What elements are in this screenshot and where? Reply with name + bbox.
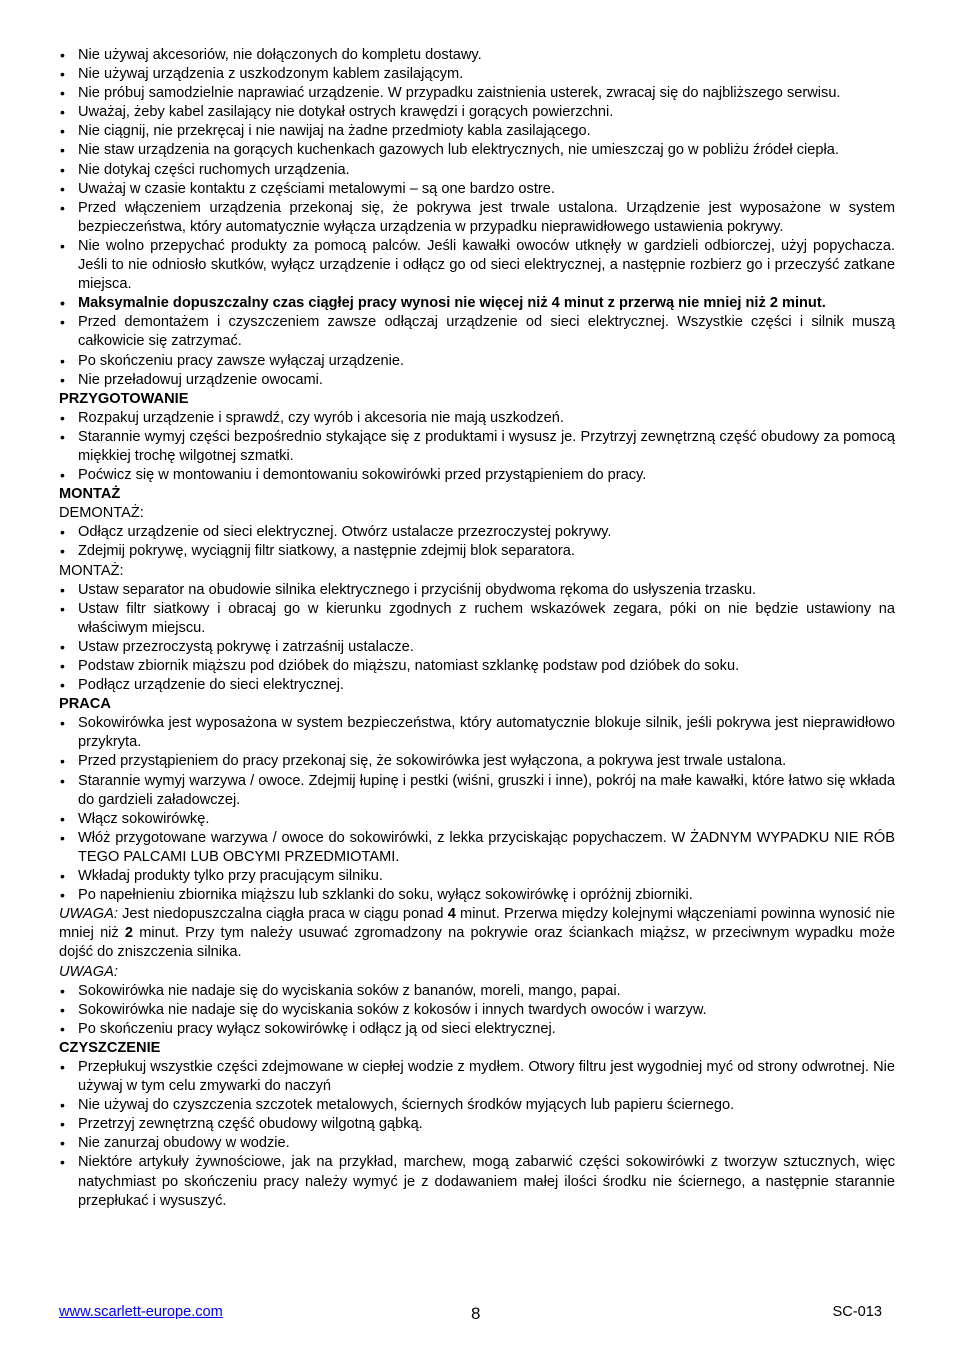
cleaning-list [59, 1058, 895, 1211]
manual-page [59, 46, 895, 1211]
list-item: • Podstaw zbiornik miąższu pod dzióbek do miąższu, natomiast szklankę podstaw pod dzióbek do soku. [59, 657, 895, 676]
list-item: • Włóż przygotowane warzywa / owoce do sokowirówki, z lekka przyciskając popychaczem. W ŻADNYM WYPADKU NIE RÓB TEGO PALCAMI LUB OBCYMI PRZEDMIOTAMI. [59, 829, 895, 867]
list-item: • Wkładaj produkty tylko przy pracującym silniku. [59, 867, 895, 886]
preparation-list [59, 409, 895, 485]
list-item: • Przetrzyj zewnętrzną część obudowy wilgotną gąbką. [59, 1115, 895, 1134]
work-heading: PRACA [59, 696, 111, 713]
page-number: 8 [471, 1304, 481, 1323]
list-item: • Starannie wymyj warzywa / owoce. Zdejmij łupinę i pestki (wiśni, gruszki i inne), pokrój na małe kawałki, które łatwo się wkłada do gardzieli załadowczej. [59, 772, 895, 810]
note-label: UWAGA: [59, 906, 118, 923]
work-list [59, 714, 895, 905]
cleaning-heading: CZYSZCZENIE [59, 1039, 161, 1056]
safety-list [59, 46, 895, 390]
list-item: • Uważaj w czasie kontaktu z częściami metalowymi – są one bardzo ostre. [59, 180, 895, 199]
list-item: • Nie ciągnij, nie przekręcaj i nie nawijaj na żadne przedmioty kabla zasilającego. [59, 122, 895, 141]
list-item: • Przed demontażem i czyszczeniem zawsze odłączaj urządzenie od sieci elektrycznej. Wszystkie części i silnik muszą całkowicie się zatrzymać. [59, 313, 895, 351]
preparation-heading: PRZYGOTOWANIE [59, 390, 189, 407]
list-item: • Przepłukuj wszystkie części zdejmowane w ciepłej wodzie z mydłem. Otwory filtru jest wygodniej myć od strony odwrotnej. Nie używaj w tym celu zmywarki do naczyń [59, 1058, 895, 1096]
list-item-bold-warning: • Maksymalnie dopuszczalny czas ciągłej pracy wynosi nie więcej niż 4 minut z przerwą nie mniej niż 2 minut. [59, 294, 895, 313]
assembly-heading: MONTAŻ [59, 486, 121, 503]
list-item: • Przed przystąpieniem do pracy przekonaj się, że sokowirówka jest wyłączona, a pokrywa jest trwale ustalona. [59, 752, 895, 771]
list-item: • Ustaw przezroczystą pokrywę i zatrzaśnij ustalacze. [59, 638, 895, 657]
list-item: • Ustaw separator na obudowie silnika elektrycznego i przyciśnij obydwoma rękoma do usłyszenia trzasku. [59, 581, 895, 600]
work-note-paragraph [59, 905, 895, 962]
list-item: • Po napełnieniu zbiornika miąższu lub szklanki do soku, wyłącz sokowirówkę i opróżnij zbiorniki. [59, 886, 895, 905]
list-item: • Uważaj, żeby kabel zasilający nie dotykał ostrych krawędzi i gorących powierzchni. [59, 103, 895, 122]
page-footer [59, 1303, 882, 1323]
assembly-subheading: MONTAŻ: [59, 562, 124, 579]
model-number: SC-013 [832, 1304, 882, 1320]
assembly-list [59, 581, 895, 696]
list-item: • Odłącz urządzenie od sieci elektrycznej. Otwórz ustalacze przezroczystej pokrywy. [59, 523, 895, 542]
note-text: Jest niedopuszczalna ciągła praca w ciągu ponad [117, 906, 448, 923]
list-item: • Podłącz urządzenie do sieci elektrycznej. [59, 676, 895, 695]
list-item: • Sokowirówka jest wyposażona w system bezpieczeństwa, który automatycznie blokuje silnik, jeśli pokrywa jest nieprawidłowo przykryta. [59, 714, 895, 752]
list-item: • Poćwicz się w montowaniu i demontowaniu sokowirówki przed przystąpieniem do pracy. [59, 466, 895, 485]
list-item: • Ustaw filtr siatkowy i obracaj go w kierunku zgodnych z ruchem wskazówek zegara, póki on nie będzie ustawiony na właściwym miejscu. [59, 600, 895, 638]
list-item: • Niektóre artykuły żywnościowe, jak na przykład, marchew, mogą zabarwić części sokowirówki z tworzyw sztucznych, więc natychmiast po skończeniu pracy należy wymyć je z dodawaniem małej ilości środku nie ściernego, a następnie starannie przepłukać i wysuszyć. [59, 1153, 895, 1210]
note-text: minut. Przerwa między kolejnymi włączeniami powinna wynosić nie mniej niż [59, 906, 895, 942]
list-item: • Nie staw urządzenia na gorących kuchenkach gazowych lub elektrycznych, nie umieszczaj go w pobliżu źródeł ciepła. [59, 141, 895, 160]
list-item: • Zdejmij pokrywę, wyciągnij filtr siatkowy, a następnie zdejmij blok separatora. [59, 542, 895, 561]
list-item: • Nie używaj urządzenia z uszkodzonym kablem zasilającym. [59, 65, 895, 84]
note-text: minut. Przy tym należy usuwać zgromadzony na pokrywie oraz ściankach miąższ, w przeciwnym wypadku może dojść do zniszczenia silnika. [59, 925, 896, 961]
list-item: • Nie wolno przepychać produkty za pomocą palców. Jeśli kawałki owoców utknęły w gardzieli odbiorczej, użyj popychacza. Jeśli to nie odniosło skutków, wyłącz urządzenie i odłącz go od sieci elektrycznej, a następnie rozbierz go i przeczyść zatkane miejsca. [59, 237, 895, 294]
work-note2-list [59, 982, 895, 1039]
list-item: • Przed włączeniem urządzenia przekonaj się, że pokrywa jest trwale ustalona. Urządzenie jest wyposażone w system bezpieczeństwa, który automatycznie wyłącza urządzenia w przypadku nieprawidłowego ustawienia pokrywy. [59, 199, 895, 237]
note-number: 4 [447, 906, 456, 923]
list-item: • Nie używaj akcesoriów, nie dołączonych do kompletu dostawy. [59, 46, 895, 65]
list-item: • Po skończeniu pracy wyłącz sokowirówkę i odłącz ją od sieci elektrycznej. [59, 1020, 895, 1039]
disassembly-list [59, 523, 895, 561]
list-item: • Po skończeniu pracy zawsze wyłączaj urządzenie. [59, 352, 895, 371]
note-number: 2 [124, 925, 134, 942]
list-item: • Sokowirówka nie nadaje się do wyciskania soków z bananów, moreli, mango, papai. [59, 982, 895, 1001]
disassembly-subheading: DEMONTAŻ: [59, 505, 144, 522]
list-item: • Nie próbuj samodzielnie naprawiać urządzenie. W przypadku zaistnienia usterek, zwracaj się do najbliższego serwisu. [59, 84, 895, 103]
list-item: • Starannie wymyj części bezpośrednio stykające się z produktami i wysusz je. Przytrzyj zewnętrzną część obudowy za pomocą miękkiej trochę wilgotnej szmatki. [59, 428, 895, 466]
list-item: • Nie dotykaj części ruchomych urządzenia. [59, 161, 895, 180]
work-note2-label: UWAGA: [59, 963, 118, 980]
list-item: • Nie używaj do czyszczenia szczotek metalowych, ściernych środków myjących lub papieru ściernego. [59, 1096, 895, 1115]
website-link[interactable]: www.scarlett-europe.com [59, 1304, 223, 1320]
list-item: • Rozpakuj urządzenie i sprawdź, czy wyrób i akcesoria nie mają uszkodzeń. [59, 409, 895, 428]
list-item: • Nie zanurzaj obudowy w wodzie. [59, 1134, 895, 1153]
list-item: • Nie przeładowuj urządzenie owocami. [59, 371, 895, 390]
list-item: • Włącz sokowirówkę. [59, 810, 895, 829]
list-item: • Sokowirówka nie nadaje się do wyciskania soków z kokosów i innych twardych owoców i warzyw. [59, 1001, 895, 1020]
